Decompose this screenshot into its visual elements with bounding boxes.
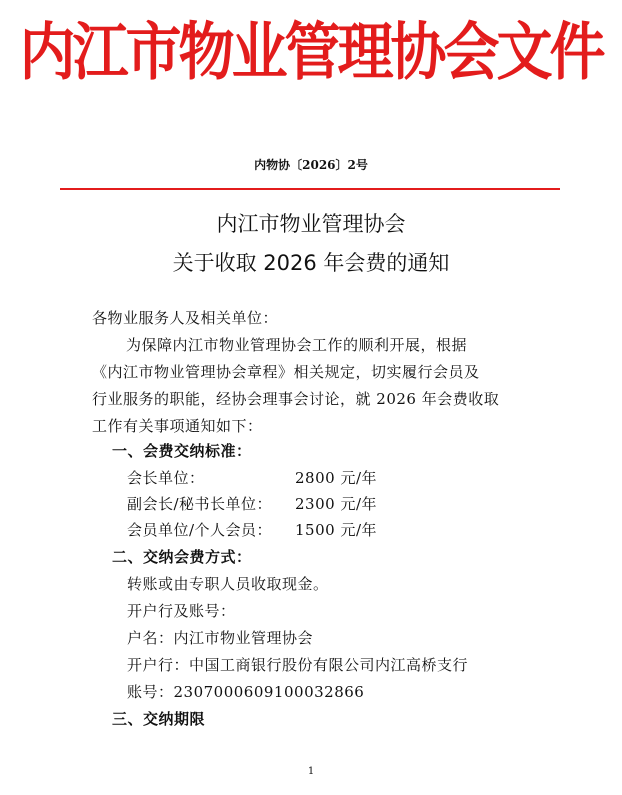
page-number: 1 xyxy=(307,766,315,777)
document-header-title: 内江市物业管理协会文件 xyxy=(19,16,603,90)
fee-label: 会员单位/个人会员： xyxy=(127,521,273,539)
fee-amount: 2300 元/年 xyxy=(295,495,377,513)
fee-label: 会长单位： xyxy=(127,469,205,487)
fee-row xyxy=(127,468,377,488)
account-number: 账号：2307000609100032866 xyxy=(127,683,365,701)
notice-heading-line1: 内江市物业管理协会 xyxy=(216,212,406,236)
account-name: 户名：内江市物业管理协会 xyxy=(127,629,314,647)
account-heading: 开户行及账号： xyxy=(127,602,236,620)
fee-row xyxy=(127,520,377,540)
intro-line: 行业服务的职能，经协会理事会讨论，就 2026 年会费收取 xyxy=(92,390,500,408)
intro-line: 《内江市物业管理协会章程》相关规定，切实履行会员及 xyxy=(92,363,480,381)
notice-heading-line2: 关于收取 2026 年会费的通知 xyxy=(172,251,450,275)
fee-amount: 2800 元/年 xyxy=(295,469,377,487)
bank-name: 开户行：中国工商银行股份有限公司内江高桥支行 xyxy=(127,656,469,674)
salutation: 各物业服务人及相关单位： xyxy=(92,309,279,327)
section-heading-fee-standard: 一、会费交纳标准： xyxy=(112,442,252,460)
fee-amount: 1500 元/年 xyxy=(295,521,377,539)
fee-row xyxy=(127,494,377,514)
fee-label: 副会长/秘书长单位： xyxy=(127,495,273,513)
section-heading-payment-deadline: 三、交纳期限 xyxy=(112,710,206,728)
header-divider xyxy=(60,188,560,190)
intro-line: 工作有关事项通知如下： xyxy=(92,417,263,435)
document-number: 内物协〔2026〕2号 xyxy=(254,158,368,172)
payment-method: 转账或由专职人员收取现金。 xyxy=(127,575,329,593)
section-heading-payment-method: 二、交纳会费方式： xyxy=(112,548,252,566)
intro-line: 为保障内江市物业管理协会工作的顺利开展，根据 xyxy=(126,336,468,354)
